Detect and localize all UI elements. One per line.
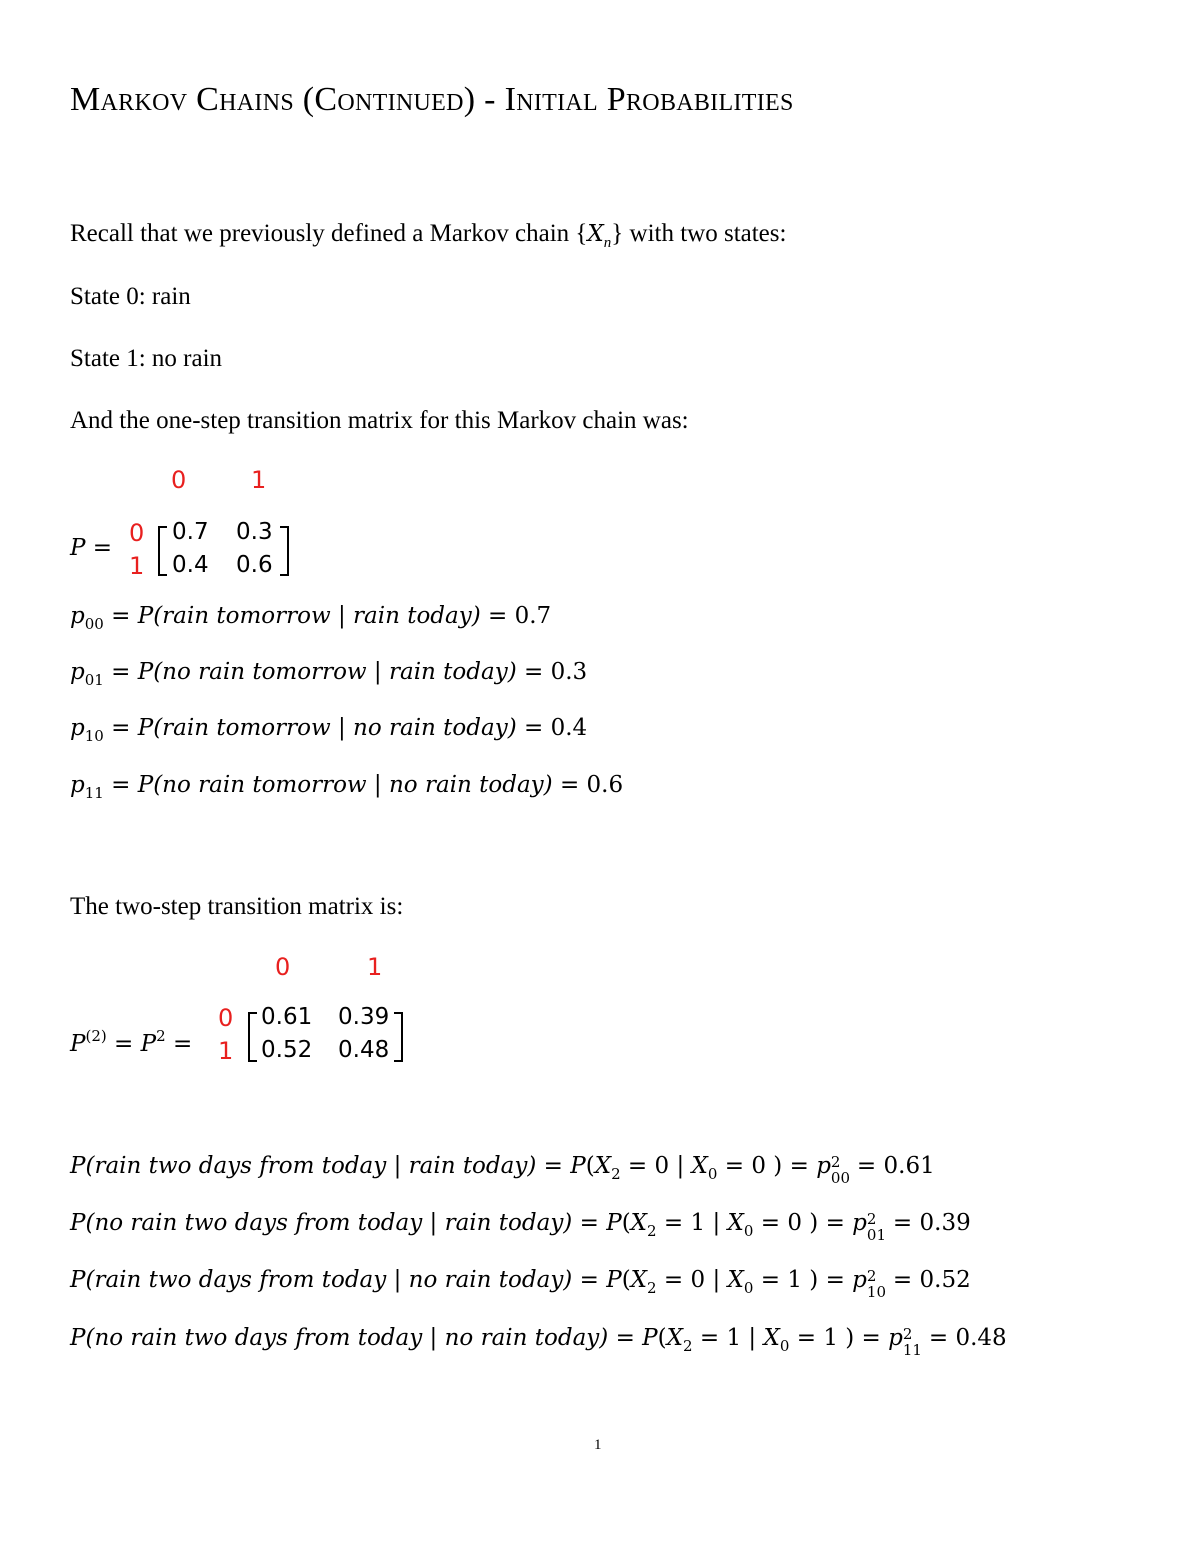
col-label-1: 1 xyxy=(367,953,383,981)
row-label-0: 0 xyxy=(218,1004,234,1032)
col-label-1: 1 xyxy=(251,466,267,494)
two-step-line-11: P(no rain two days from today | no rain today) = $P(X_2 = 1$ | $X_0 = 1$ ) = p 2 11 = 0.48 xyxy=(70,1325,1007,1359)
left-bracket xyxy=(158,526,167,576)
col-label-0: 0 xyxy=(171,466,187,494)
right-bracket xyxy=(280,526,289,576)
recall-paragraph xyxy=(70,219,786,258)
matrix2-symbol: $P^{(2)} = P^2$ = xyxy=(70,1027,193,1057)
page-title xyxy=(70,80,794,120)
row-label-1: 1 xyxy=(218,1037,234,1065)
row-label-1: 1 xyxy=(129,552,145,580)
prob-line-10: $p_{10}$ = P(rain tomorrow | no rain today) = 0.4 xyxy=(70,715,588,745)
col-label-0: 0 xyxy=(275,953,291,981)
matrix-cell: 0.4 xyxy=(172,552,209,578)
row-label-0: 0 xyxy=(129,519,145,547)
page-number: 1 xyxy=(594,1437,602,1453)
two-step-intro: The two-step transition matrix is: xyxy=(70,893,404,920)
prob-line-11: $p_{11} = P(no$ rain tomorrow | no rain today) = 0.6 xyxy=(70,772,624,802)
matrix-cell: 0.7 xyxy=(172,519,209,545)
two-step-line-00: P(rain two days from today | rain today) = $P(X_2 = 0$ | $X_0 = 0$ ) = p 2 00 = 0.61 xyxy=(70,1153,935,1187)
matrix-cell: 0.3 xyxy=(236,519,273,545)
matrix-cell: 0.61 xyxy=(261,1004,313,1030)
matrix-cell: 0.52 xyxy=(261,1037,313,1063)
one-step-intro: And the one-step transition matrix for this Markov chain was: xyxy=(70,407,689,434)
state-0-line: State 0: rain xyxy=(70,283,191,310)
matrix-cell: 0.6 xyxy=(236,552,273,578)
recall-var: X xyxy=(587,221,604,247)
left-bracket xyxy=(248,1012,257,1062)
matrix-cell: 0.39 xyxy=(338,1004,390,1030)
matrix-cell: 0.48 xyxy=(338,1037,390,1063)
title-text: Markov Chains (Continued) - Initial Probabilities xyxy=(70,81,794,118)
two-step-line-10: P(rain two days from today | no rain today) = $P(X_2 = 0$ | $X_0 = 1$ ) = p 2 10 = 0.52 xyxy=(70,1267,971,1301)
two-step-line-01: P(no rain two days from today | rain today) = $P(X_2 = 1$ | $X_0 = 0$ ) = p 2 01 = 0.39 xyxy=(70,1210,971,1244)
prob-line-01: $p_{01} = P(no$ rain tomorrow | rain today) = 0.3 xyxy=(70,659,588,689)
matrix-symbol: P = xyxy=(70,535,113,561)
right-bracket xyxy=(394,1012,403,1062)
state-1-line: State 1: no rain xyxy=(70,345,223,372)
prob-line-00: $p_{00}$ = P(rain tomorrow | rain today) = 0.7 xyxy=(70,603,552,633)
recall-text-a: Recall that we previously defined a Markov chain { xyxy=(70,220,588,247)
recall-sub: n xyxy=(603,235,612,251)
recall-text-b: } with two states: xyxy=(611,220,787,247)
